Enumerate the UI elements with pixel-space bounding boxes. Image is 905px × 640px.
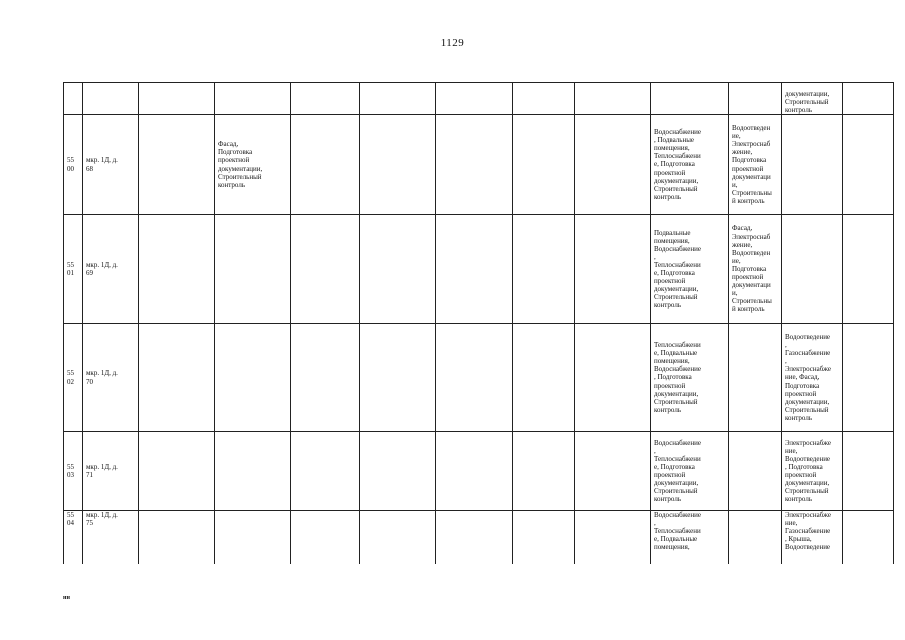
- cell-empty: [513, 215, 575, 324]
- footer-mark: нн: [63, 595, 70, 601]
- cell-num: [64, 115, 83, 215]
- cell-empty: [360, 83, 436, 115]
- cell-works: [729, 115, 782, 215]
- cell-empty: [513, 511, 575, 564]
- cell-num: [64, 511, 83, 564]
- cell-works-text: Электроснабже ние, Газоснабжение , Крыша, Водоотведение: [785, 511, 831, 552]
- cell-empty: [360, 115, 436, 215]
- cell-empty: [436, 83, 513, 115]
- cell-address-text: мкр. 1Д, д. 69: [86, 260, 118, 277]
- cell-works: [651, 511, 729, 564]
- cell-empty: [291, 432, 360, 511]
- cell-empty: [513, 83, 575, 115]
- cell-empty: [436, 511, 513, 564]
- capital-repair-table: [63, 82, 894, 564]
- table-row: [64, 324, 894, 432]
- cell-empty: [575, 432, 651, 511]
- cell-empty: [843, 83, 894, 115]
- cell-empty: [291, 83, 360, 115]
- cell-address-text: мкр. 1Д, д. 70: [86, 369, 118, 386]
- cell-empty: [291, 324, 360, 432]
- cell-address: [83, 432, 139, 511]
- cell-works: [651, 324, 729, 432]
- cell-empty: [843, 511, 894, 564]
- cell-works: [651, 215, 729, 324]
- cell-empty: [291, 115, 360, 215]
- cell-address: [83, 115, 139, 215]
- cell-works: [651, 432, 729, 511]
- cell-address-text: мкр. 1Д, д. 71: [86, 462, 118, 479]
- cell-address: [83, 324, 139, 432]
- cell-empty: [843, 324, 894, 432]
- cell-num: [64, 215, 83, 324]
- cell-address: [83, 215, 139, 324]
- cell-works-text: Водоснабжение , Теплоснабжени е, Подготовка проектной документации, Строительный контроль: [654, 438, 702, 504]
- cell-works: [651, 115, 729, 215]
- cell-works-text: Теплоснабжени е, Подвальные помещения, Водоснабжение , Подготовка проектной документации, Строительный контроль: [654, 341, 702, 414]
- cell-empty: [575, 324, 651, 432]
- cell-address: [83, 511, 139, 564]
- cell-empty: [291, 511, 360, 564]
- cell-empty: [575, 115, 651, 215]
- cell-empty: [360, 324, 436, 432]
- cell-empty: [139, 83, 215, 115]
- cell-empty: [843, 215, 894, 324]
- cell-num: [64, 324, 83, 432]
- cell-works: [782, 324, 843, 432]
- cell-works-text: Электроснабже ние, Водоотведение , Подготовка проектной документации, Строительный контроль: [785, 438, 831, 504]
- cell-works-text: Водоотведен ие, Электроснаб жение, Подготовка проектной документаци и, Строительны й контроль: [732, 124, 772, 205]
- cell-works-text: Подвальные помещения, Водоснабжение , Теплоснабжени е, Подготовка проектной документации, Строительный контроль: [654, 228, 702, 310]
- cell-works: [782, 432, 843, 511]
- cell-empty: [360, 511, 436, 564]
- table-row: [64, 83, 894, 115]
- cell-works: [215, 215, 291, 324]
- cell-works-text: Водоотведение , Газоснабжение , Электроснабже ние, Фасад, Подготовка проектной документации, Строительный контроль: [785, 332, 831, 422]
- cell-empty: [651, 83, 729, 115]
- cell-empty: [513, 432, 575, 511]
- cell-empty: [436, 324, 513, 432]
- cell-works: [729, 324, 782, 432]
- cell-num-text: 55 03: [67, 462, 74, 479]
- cell-num-text: 55 04: [67, 511, 74, 528]
- table-row: [64, 115, 894, 215]
- cell-works-text: Фасад, Электроснаб жение, Водоотведен ие, Подготовка проектной документаци и, Строительны й контроль: [732, 224, 772, 314]
- cell-empty: [139, 215, 215, 324]
- cell-empty: [360, 432, 436, 511]
- cell-empty: [575, 215, 651, 324]
- cell-works: [782, 511, 843, 564]
- cell-empty: [291, 215, 360, 324]
- cell-empty: [139, 511, 215, 564]
- cell-empty: [436, 215, 513, 324]
- cell-works-text: Водоснабжение , Теплоснабжени е, Подвальные помещения,: [654, 511, 702, 552]
- cell-empty: [436, 432, 513, 511]
- cell-works: [782, 215, 843, 324]
- cell-empty: [729, 83, 782, 115]
- cell-works: [782, 83, 843, 115]
- cell-works: [729, 511, 782, 564]
- page-number: 1129: [440, 37, 465, 49]
- table-row: [64, 432, 894, 511]
- cell-works: [782, 115, 843, 215]
- cell-num: [64, 83, 83, 115]
- cell-empty: [843, 115, 894, 215]
- cell-num: [64, 432, 83, 511]
- works-text: документации, Строительный контроль: [785, 89, 830, 114]
- cell-address: [83, 83, 139, 115]
- cell-empty: [139, 115, 215, 215]
- cell-num-text: 55 02: [67, 369, 74, 386]
- cell-empty: [436, 115, 513, 215]
- cell-works: [215, 511, 291, 564]
- cell-empty: [139, 432, 215, 511]
- cell-num-text: 55 00: [67, 156, 74, 173]
- cell-works: [729, 215, 782, 324]
- cell-empty: [575, 83, 651, 115]
- table-row: [64, 511, 894, 564]
- cell-works: [729, 432, 782, 511]
- cell-works-text: Водоснабжение , Подвальные помещения, Теплоснабжени е, Подготовка проектной документации, Строительный контроль: [654, 128, 702, 201]
- cell-works: [215, 432, 291, 511]
- cell-works: [215, 115, 291, 215]
- cell-works: [215, 324, 291, 432]
- cell-works-text: Фасад, Подготовка проектной документации, Строительный контроль: [218, 140, 263, 189]
- cell-empty: [575, 511, 651, 564]
- cell-empty: [215, 83, 291, 115]
- cell-empty: [513, 115, 575, 215]
- cell-empty: [513, 324, 575, 432]
- cell-empty: [843, 432, 894, 511]
- cell-address-text: мкр. 1Д, д. 75: [86, 511, 118, 528]
- table-row: [64, 215, 894, 324]
- cell-num-text: 55 01: [67, 260, 74, 277]
- cell-empty: [360, 215, 436, 324]
- cell-address-text: мкр. 1Д, д. 68: [86, 156, 118, 173]
- cell-empty: [139, 324, 215, 432]
